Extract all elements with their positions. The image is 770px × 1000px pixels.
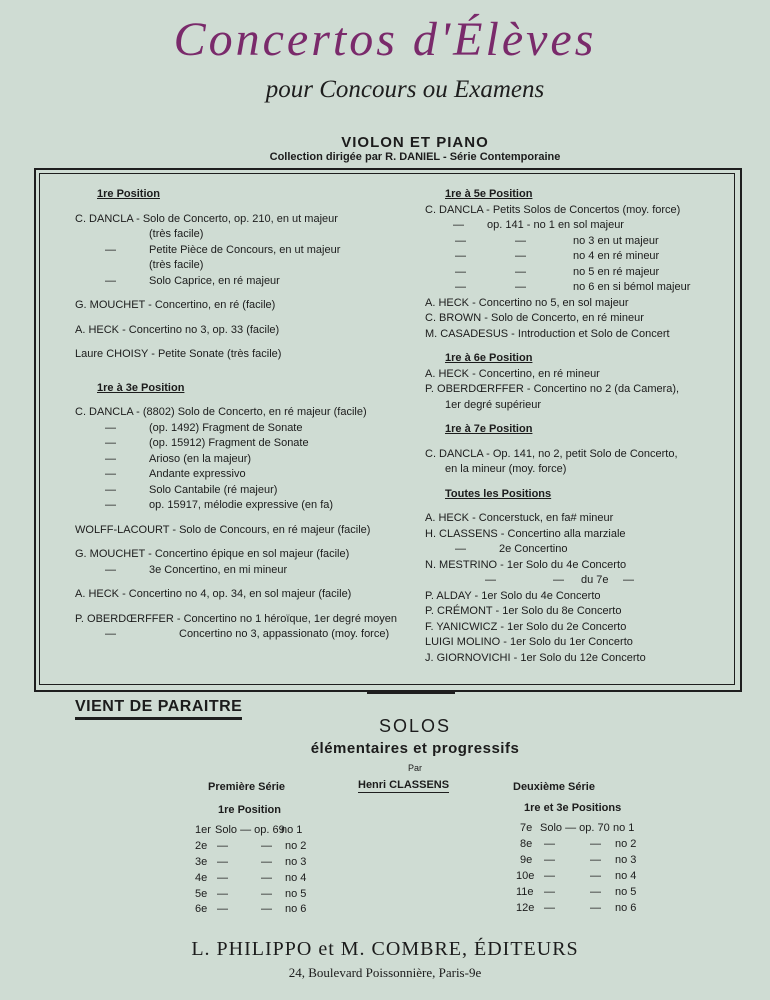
author-name: Henri CLASSENS bbox=[358, 779, 450, 791]
publisher-line: L. PHILIPPO et M. COMBRE, ÉDITEURS bbox=[191, 938, 579, 960]
list-item: P. ALDAY - 1er Solo du 4e Concerto bbox=[425, 589, 601, 602]
list-item: — 3e Concertino, en mi mineur bbox=[105, 563, 288, 576]
list-item: N. MESTRINO - 1er Solo du 4e Concerto bbox=[425, 558, 627, 571]
list-item: — (op. 1492) Fragment de Sonate bbox=[105, 421, 303, 434]
solos-subheading: élémentaires et progressifs bbox=[310, 740, 520, 757]
section-heading: 1re Position bbox=[97, 188, 160, 200]
list-item: en la mineur (moy. force) bbox=[445, 463, 567, 475]
list-item: A. HECK - Concerstuck, en fa# mineur bbox=[425, 512, 614, 524]
list-item: — Solo Caprice, en ré majeur bbox=[105, 274, 280, 287]
list-item: A. HECK - Concertino no 3, op. 33 (facile) bbox=[75, 323, 280, 336]
section-heading: 1re à 3e Position bbox=[97, 381, 185, 394]
list-item: G. MOUCHET - Concertino, en ré (facile) bbox=[75, 299, 276, 311]
first-series-position: 1re Position bbox=[218, 804, 281, 816]
list-item: A. HECK - Concertino no 5, en sol majeur bbox=[425, 296, 629, 309]
list-item: F. YANICWICZ - 1er Solo du 2e Concerto bbox=[425, 620, 627, 633]
right-column bbox=[425, 187, 730, 666]
first-series-title: Première Série bbox=[208, 781, 286, 793]
list-item: 1er degré supérieur bbox=[445, 398, 542, 411]
separator-rule bbox=[367, 692, 455, 694]
instrument-heading: VIOLON ET PIANO bbox=[341, 134, 489, 151]
publisher-address: 24, Boulevard Poissonnière, Paris-9e bbox=[288, 965, 482, 980]
page-title: Concertos d'Élèves bbox=[173, 13, 597, 66]
list-item: P. CRÉMONT - 1er Solo du 8e Concerto bbox=[425, 605, 622, 617]
section-heading: Toutes les Positions bbox=[445, 487, 552, 500]
list-item: (très facile) bbox=[149, 259, 204, 271]
list-item: — Solo Cantabile (ré majeur) bbox=[105, 483, 278, 496]
vient-de-paraitre-heading: VIENT DE PARAITRE bbox=[75, 698, 242, 720]
section-heading: 1re à 7e Position bbox=[445, 423, 533, 435]
list-item: A. HECK - Concertino no 4, op. 34, en sol majeur (facile) bbox=[75, 588, 352, 600]
second-series-position: 1re et 3e Positions bbox=[524, 802, 622, 814]
list-item: — (op. 15912) Fragment de Sonate bbox=[105, 437, 309, 449]
list-item: — op. 15917, mélodie expressive (en fa) bbox=[105, 499, 334, 511]
list-item: — Concertino no 3, appassionato (moy. force) bbox=[105, 628, 390, 640]
second-series-title: Deuxième Série bbox=[513, 781, 595, 793]
list-item: P. OBERDŒRFFER - Concertino no 1 héroïque, 1er degré moyen bbox=[75, 612, 398, 625]
list-item: LUIGI MOLINO - 1er Solo du 1er Concerto bbox=[425, 636, 633, 648]
list-item: H. CLASSENS - Concertino alla marziale bbox=[425, 527, 626, 540]
list-item: C. DANCLA - Op. 141, no 2, petit Solo de Concerto, bbox=[425, 447, 678, 460]
list-item: C. DANCLA - Solo de Concerto, op. 210, en ut majeur bbox=[75, 212, 338, 225]
list-item: — — no 3 en ut majeur bbox=[455, 234, 659, 247]
list-item: C. BROWN - Solo de Concerto, en ré mineur bbox=[425, 312, 644, 324]
list-item: J. GIORNOVICHI - 1er Solo du 12e Concerto bbox=[425, 651, 646, 664]
solos-heading: SOLOS bbox=[378, 716, 452, 736]
collection-line: Collection dirigée par R. DANIEL - Série Contemporaine bbox=[269, 151, 561, 163]
list-item: — — no 6 en si bémol majeur bbox=[455, 281, 691, 293]
page-subtitle: pour Concours ou Examens bbox=[265, 76, 545, 103]
list-item: — — du 7e — bbox=[485, 574, 634, 586]
section-heading: 1re à 6e Position bbox=[445, 352, 533, 364]
list-item: (très facile) bbox=[149, 228, 204, 240]
list-item: C. DANCLA - Petits Solos de Concertos (moy. force) bbox=[425, 203, 681, 216]
list-item: M. CASADESUS - Introduction et Solo de Concert bbox=[425, 327, 670, 340]
par-label: Par bbox=[407, 763, 422, 773]
list-item: — 2e Concertino bbox=[455, 543, 568, 555]
list-item: WOLFF-LACOURT - Solo de Concours, en ré majeur (facile) bbox=[75, 523, 371, 536]
list-item: P. OBERDŒRFFER - Concertino no 2 (da Camera), bbox=[425, 383, 680, 395]
list-item: — — no 5 en ré majeur bbox=[455, 265, 660, 278]
list-item: — Arioso (en la majeur) bbox=[105, 452, 252, 465]
list-item: G. MOUCHET - Concertino épique en sol majeur (facile) bbox=[75, 548, 350, 560]
list-item: — Andante expressivo bbox=[105, 468, 246, 480]
section-heading: 1re à 5e Position bbox=[445, 188, 533, 200]
left-column bbox=[75, 187, 415, 643]
list-item: — op. 141 - no 1 en sol majeur bbox=[453, 219, 624, 231]
list-item: — Petite Pièce de Concours, en ut majeur bbox=[105, 243, 341, 256]
list-item: — — no 4 en ré mineur bbox=[455, 250, 660, 262]
list-item: A. HECK - Concertino, en ré mineur bbox=[425, 367, 600, 380]
list-item: C. DANCLA - (8802) Solo de Concerto, en ré majeur (facile) bbox=[75, 406, 367, 418]
list-item: Laure CHOISY - Petite Sonate (très facile) bbox=[75, 348, 282, 360]
